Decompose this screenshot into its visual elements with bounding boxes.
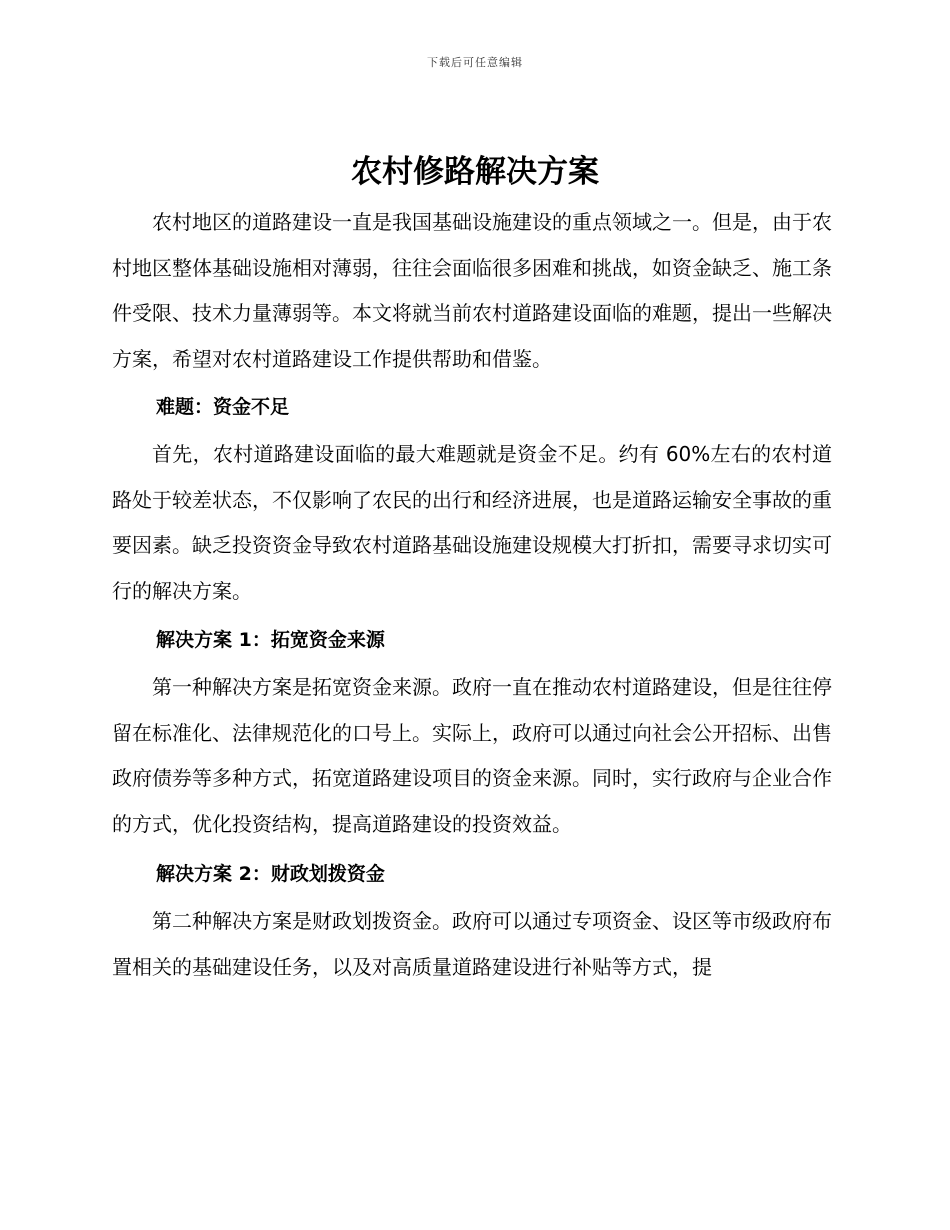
document-title: 农村修路解决方案 (351, 154, 599, 190)
section-paragraph-funding-shortage: 首先，农村道路建设面临的最大难题就是资金不足。约有 60%左右的农村道路处于较差状态，不仅影响了农民的出行和经济进展，也是道路运输安全事故的重要因素。缺乏投资资金导致农村道路基础设施建设规模大打折扣，需要寻求切实可行的解决方案。 (112, 442, 832, 603)
intro-paragraph: 农村地区的道路建设一直是我国基础设施建设的重点领域之一。但是，由于农村地区整体基础设施相对薄弱，往往会面临很多困难和挑战，如资金缺乏、施工条件受限、技术力量薄弱等。本文将就当前农村道路建设面临的难题，提出一些解决方案，希望对农村道路建设工作提供帮助和借鉴。 (112, 210, 832, 371)
section-heading-funding-shortage: 难题：资金不足 (156, 396, 290, 418)
section-paragraph-solution-2: 第二种解决方案是财政划拨资金。政府可以通过专项资金、设区等市级政府布置相关的基础建设任务，以及对高质量道路建设进行补贴等方式，提 (112, 909, 832, 979)
section-heading-solution-2: 解决方案 2：财政划拨资金 (156, 863, 385, 885)
page-header-note: 下载后可任意编辑 (427, 56, 523, 69)
section-paragraph-solution-1: 第一种解决方案是拓宽资金来源。政府一直在推动农村道路建设，但是往往停留在标准化、法律规范化的口号上。实际上，政府可以通过向社会公开招标、出售政府债券等多种方式，拓宽道路建设项目的资金来源。同时，实行政府与企业合作的方式，优化投资结构，提高道路建设的投资效益。 (112, 675, 832, 836)
section-heading-solution-1: 解决方案 1：拓宽资金来源 (156, 629, 385, 651)
document-body (112, 200, 832, 990)
